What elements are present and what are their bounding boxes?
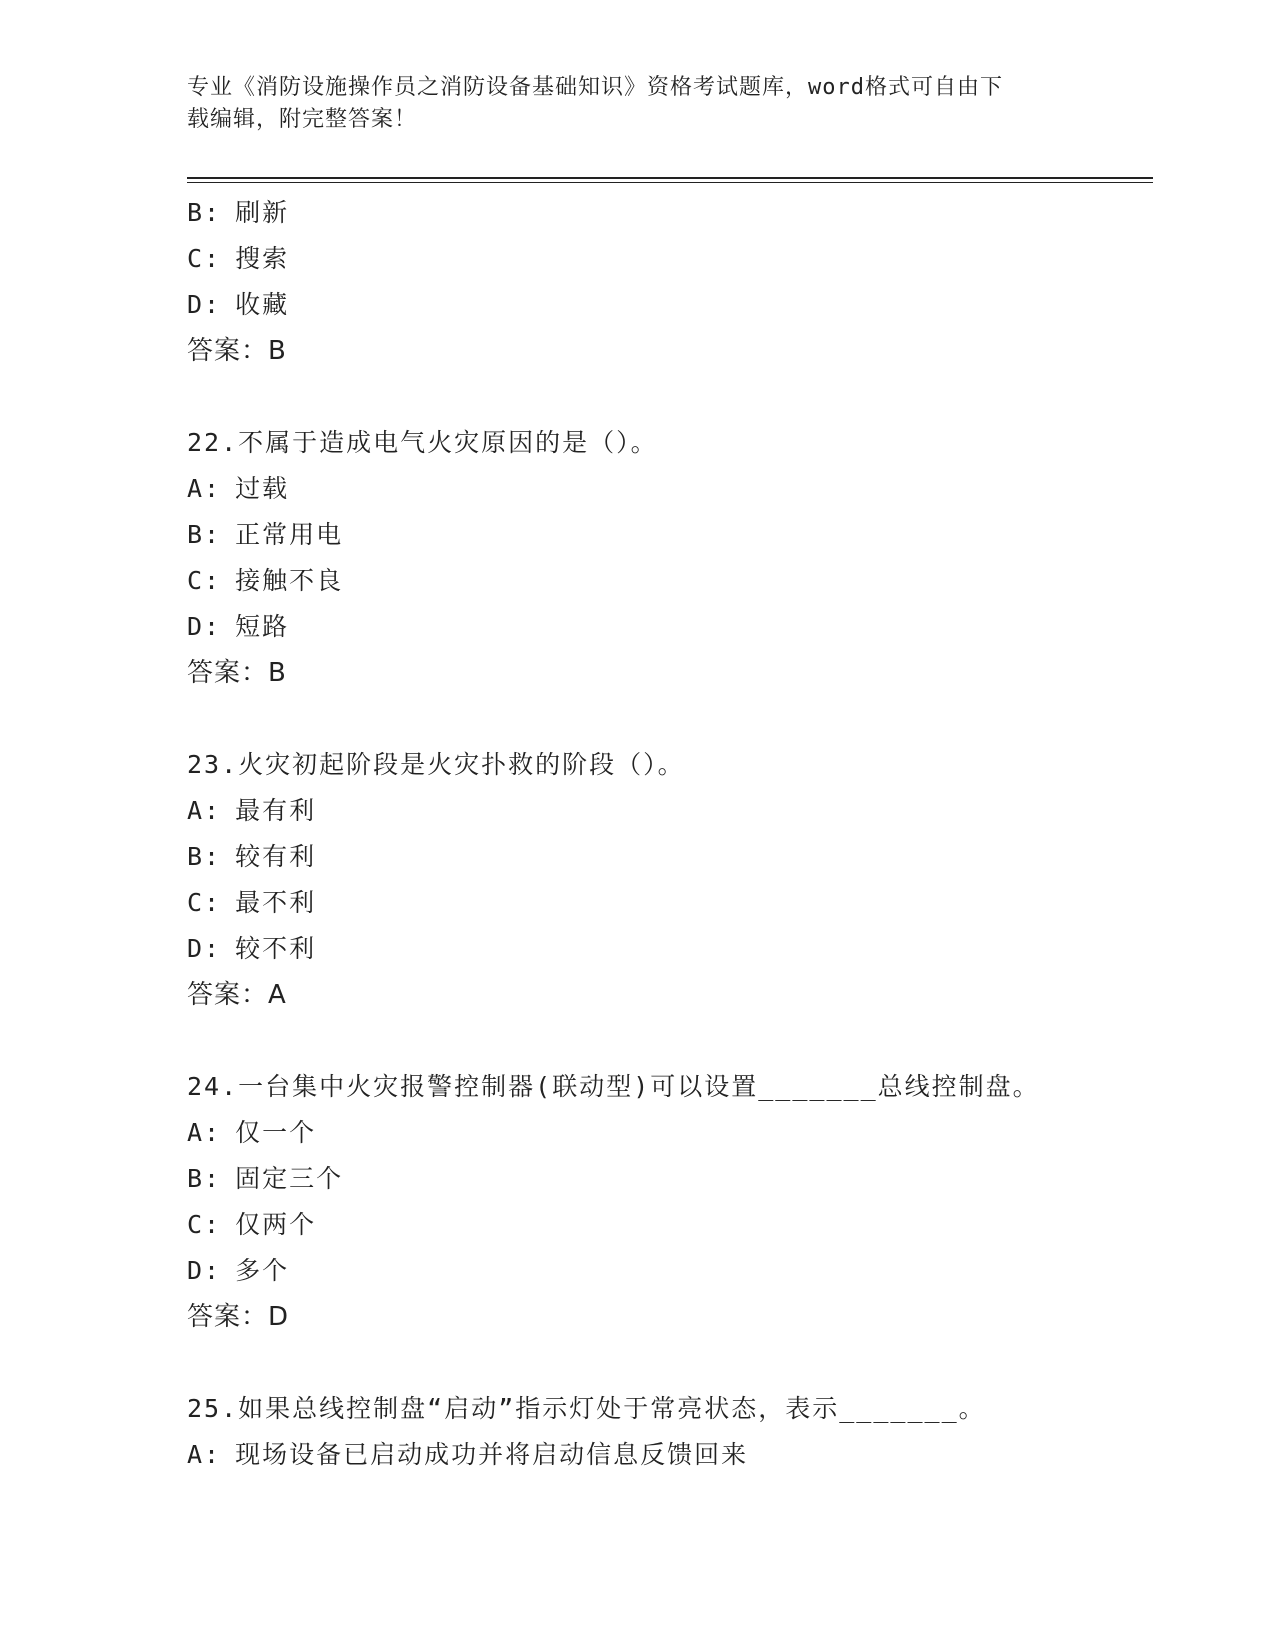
question-22 — [187, 420, 1153, 696]
option-letter: C: — [187, 1210, 222, 1239]
option-letter: A: — [187, 796, 222, 825]
question-list — [187, 190, 1153, 1478]
option-d — [187, 604, 1153, 650]
option-a — [187, 788, 1153, 834]
option-text: 较不利 — [235, 934, 317, 963]
option-letter: C: — [187, 566, 222, 595]
option-letter: B: — [187, 1164, 222, 1193]
option-text: 刷新 — [235, 198, 290, 227]
option-letter: B: — [187, 520, 222, 549]
question-stem: 23.火灾初起阶段是火灾扑救的阶段（）。 — [187, 750, 685, 779]
option-letter: A: — [187, 474, 222, 503]
answer-line: 答案：B — [187, 658, 287, 688]
option-b — [187, 512, 1153, 558]
option-b — [187, 190, 1153, 236]
option-c — [187, 1202, 1153, 1248]
question-25 — [187, 1386, 1153, 1478]
option-letter: C: — [187, 888, 222, 917]
option-text: 收藏 — [235, 290, 290, 319]
option-text: 现场设备已启动成功并将启动信息反馈回来 — [235, 1440, 749, 1469]
question-stem: 25.如果总线控制盘“启动”指示灯处于常亮状态，表示_______。 — [187, 1394, 986, 1423]
option-a — [187, 1432, 1153, 1478]
option-a — [187, 466, 1153, 512]
option-text: 最有利 — [235, 796, 317, 825]
option-d — [187, 926, 1153, 972]
option-letter: D: — [187, 934, 222, 963]
option-text: 仅两个 — [235, 1210, 317, 1239]
option-c — [187, 558, 1153, 604]
header-divider-thin — [187, 182, 1153, 183]
question-stem: 22.不属于造成电气火灾原因的是（）。 — [187, 428, 658, 457]
option-b — [187, 834, 1153, 880]
header-line-2: 载编辑，附完整答案！ — [187, 107, 418, 132]
answer-line: 答案：B — [187, 336, 287, 366]
option-text: 正常用电 — [235, 520, 344, 549]
option-letter: A: — [187, 1118, 222, 1147]
question-stem: 24.一台集中火灾报警控制器(联动型)可以设置_______总线控制盘。 — [187, 1072, 1040, 1101]
question-partial — [187, 190, 1153, 374]
option-text: 接触不良 — [235, 566, 344, 595]
option-text: 搜索 — [235, 244, 290, 273]
option-letter: D: — [187, 290, 222, 319]
answer-line: 答案：D — [187, 1302, 290, 1332]
option-letter: C: — [187, 244, 222, 273]
document-header — [187, 72, 1067, 136]
option-letter: B: — [187, 842, 222, 871]
option-a — [187, 1110, 1153, 1156]
answer-line: 答案：A — [187, 980, 287, 1010]
option-text: 多个 — [235, 1256, 290, 1285]
option-d — [187, 282, 1153, 328]
option-text: 短路 — [235, 612, 290, 641]
option-b — [187, 1156, 1153, 1202]
question-24 — [187, 1064, 1153, 1340]
option-letter: B: — [187, 198, 222, 227]
option-letter: D: — [187, 1256, 222, 1285]
question-23 — [187, 742, 1153, 1018]
option-text: 最不利 — [235, 888, 317, 917]
header-line-1: 专业《消防设施操作员之消防设备基础知识》资格考试题库，word格式可自由下 — [187, 75, 1003, 100]
option-text: 固定三个 — [235, 1164, 344, 1193]
option-c — [187, 880, 1153, 926]
option-d — [187, 1248, 1153, 1294]
option-text: 较有利 — [235, 842, 317, 871]
header-divider-thick — [187, 177, 1153, 179]
option-letter: D: — [187, 612, 222, 641]
option-letter: A: — [187, 1440, 222, 1469]
option-text: 过载 — [235, 474, 290, 503]
option-c — [187, 236, 1153, 282]
option-text: 仅一个 — [235, 1118, 317, 1147]
